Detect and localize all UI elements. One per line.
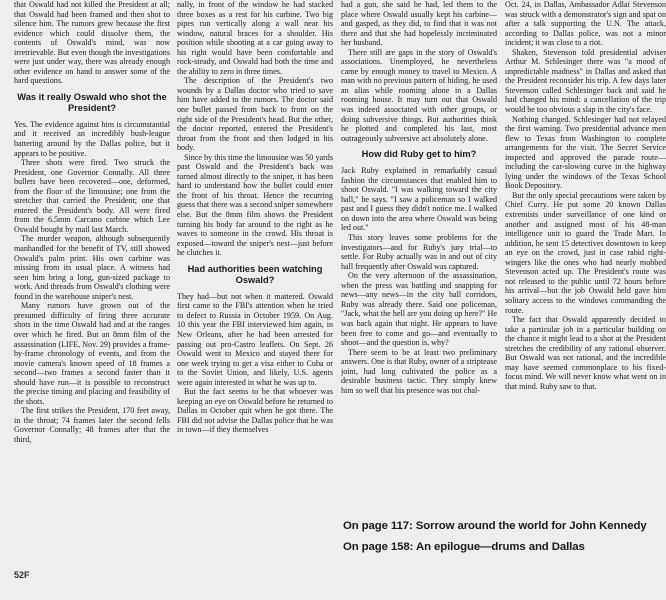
paragraph: The description of the President's two wounds by a Dallas doctor who tried to save him have added to the rumors. The doctor said one bullet passed from back to front on the right side of the President's head. But the other, the doctor reported, entered the President's throat from the front and then lodged in his body.: [177, 76, 333, 153]
paragraph: The first strikes the President, 170 feet away, in the throat; 74 frames later the second fells Governor Connally; 48 frames after that the third,: [14, 406, 170, 444]
page-reference-promo: On page 117: Sorrow around the world for John Kennedy: [343, 520, 647, 532]
section-heading: Had authorities been watching Oswald?: [187, 263, 323, 285]
paragraph: There seem to be at least two preliminary answers. One is that Ruby, owner of a striptease joint, had long cultivated the police as a desirable business tactic. They simply knew him so well that his presence was not chal-: [341, 347, 497, 395]
section-heading: How did Ruby get to him?: [361, 149, 477, 160]
paragraph: Jack Ruby explained in remarkably casual fashion the circumstances that enabled him to shoot Oswald. "I was walking toward the city hall," he says. "I saw a policeman so I walked past and I guess they didn't notice me. I walked on down into the area where Oswald was being led out.": [341, 166, 497, 233]
paragraph: Oct. 24, in Dallas, Ambassador Adlai Stevenson was struck with a demonstrator's sign and spat on after a talk supporting the U.N. The attack, according to Dallas police, was not a minor incident; it was close to a riot.: [505, 0, 666, 48]
paragraph: The murder weapon, although subsequently manhandled for the benefit of TV, still showed Oswald's palm print. His own carbine was missing from its usual place. A witness had seen him bring a long, gun-sized package to work. And threads from Oswald's clothing were found in the warehouse sniper's nest.: [14, 234, 170, 301]
section-heading: Was it really Oswald who shot the President?: [17, 91, 167, 113]
paragraph: nally, in front of the window he had stacked three boxes as a rest for his carbine. Two big pipes run vertically along a wall near his window, natural braces for a shoulder. His position while shooting at a car going away to his right would have been comfortable and rock-steady, and Oswald had both the time and the ability to zero in three times.: [177, 0, 333, 76]
paragraph: that Oswald had not killed the President at all; that Oswald had been framed and then shot to silence him. The rumors grew because the first evidence which could dissolve them, the contents of Oswald's mind, was now irretrievable. But even though the investigations were just under way, there was already enough other evidence on hand to answer some of the hard questions.: [14, 0, 170, 86]
paragraph: But the only special precautions were taken by Chief Curry. He put some 20 known Dallas extremists under surveillance of one kind or another and assigned most of his 48-man intelligence unit to guard the Trade Mart. In addition, he sent 15 detectives downtown to keep an eye on the crowd, just in case rabid right-wingers like the ones who had nearly mobbed Stevenson acted up. The President's route was not released to the public until 72 hours before his arrival—but the job Oswald held gave him solitary access to the windows commanding the route.: [505, 190, 666, 315]
paragraph: had a gun, she said he had, led them to the place where Oswald usually kept his carbine—and gasped, as they did, to find that it was not there and that she had hopelessly incriminated her husband.: [341, 0, 497, 48]
text-column-2: [177, 0, 333, 528]
text-column-1: [14, 0, 170, 528]
paragraph: Nothing changed. Schlesinger had not relayed the first warning. Two presidential advance men flew to Texas from Washington to complete arrangements for the visit. The Secret Service inspected and approved the parade route—including the car-slowing curve in the highway lying under the windows of the Texas School Book Depository.: [505, 114, 666, 191]
page-number: 52F: [14, 570, 30, 580]
paragraph: This story leaves some problems for the investigators—and for Ruby's jury trial—to settle. For Ruby actually was in and out of city hall frequently after Oswald was captured.: [341, 233, 497, 271]
paragraph: On the very afternoon of the assassination, when the press was battling and snapping for news—any news—in the city hall corridors, Ruby was already there. Said one policeman, "Jack, what the hell are you doing up here?" He was back again that night. He appears to have been free to come and go—and eventually to shoot—and the question is, why?: [341, 271, 497, 348]
paragraph: Three shots were fired. Two struck the President, one Governor Connally. All three bullets have been recovered—one, deformed, from the floor of the limousine; one from the stretcher that carried the President; one that entered the President's body. All were fired from the 6.5mm Carcano carbine which Lee Oswald bought by mail last March.: [14, 158, 170, 234]
paragraph: Many rumors have grown out of the presumed difficulty of firing three accurate shots in the time Oswald had and at the ranges over which he fired. But an 8mm film of the assassination (LIFE, Nov. 29) provides a frame-by-frame chronology of events, and from the movie camera's known speed of 18 frames a second—two frames a second faster than it should have run—it is possible to reconstruct the precise timing and placing and feasibility of the shots.: [14, 301, 170, 406]
paragraph: Shaken, Stevenson told presidential adviser Arthur M. Schlesinger there was "a mood of unpredictable madness" in Dallas and asked that the President reconsider his trip. A few days later Stevenson called Schlesinger back and said he had changed his mind: a cancellation of the trip would be too obvious a slap in the city's face.: [505, 47, 666, 115]
paragraph: The fact that Oswald apparently decided to take a particular job in a particular building on the chance it might lead to a shot at the President stretches the credibility of any rational observer. But Oswald was not rational, and the incredible may have seemed commonplace to his fixed-focus mind. We will never know what went on in that mind. Ruby saw to that.: [505, 315, 666, 391]
paragraph: There still are gaps in the story of Oswald's associations. Unemployed, he nevertheless came by enough money to travel to Mexico. A man with no previous pattern of hiding, he used an alias while rooming alone in a Dallas rooming house. It may turn out that Oswald was indeed associated with other groups, or doing subversive things. But authorities think he plotted and completed his last, most outrageously subversive act absolutely alone.: [341, 47, 497, 143]
text-column-3: [341, 0, 497, 528]
paragraph: Since by this time the limousine was 50 yards past Oswald and the President's back was turned almost directly to the sniper, it has been hard to understand how the bullet could enter the front of his throat. Hence the recurring guess that there was a second sniper somewhere else. But the 8mm film shows the President turning his body far around to the right as he waves to someone in the crowd. His throat is exposed—toward the sniper's nest—just before he clutches it.: [177, 152, 333, 258]
text-column-4: [505, 0, 666, 517]
page-reference-promo: On page 158: An epilogue—drums and Dallas: [343, 541, 585, 553]
paragraph: They had—but not when it mattered. Oswald first came to the FBI's attention when he tried to defect to Russia in October 1959. On Aug. 10 this year the FBI interviewed him again, in New Orleans, after he had been arrested for passing out pro-Castro leaflets. On Sept. 26 Oswald went to Mexico and stayed there for one week trying to get a visa either to Cuba or to the Soviet Union, and likely, U.S. agents were again interested in what he was up to.: [177, 291, 333, 387]
paragraph: Yes. The evidence against him is circumstantial and it received an incredibly bush-league battering around by the Dallas police, but it appears to be positive.: [14, 119, 170, 158]
paragraph: But the fact seems to be that whoever was keeping an eye on Oswald before he returned to Dallas in October quit when he got there. The FBI did not advise the Dallas police that he was in town—if they themselves: [177, 387, 333, 435]
